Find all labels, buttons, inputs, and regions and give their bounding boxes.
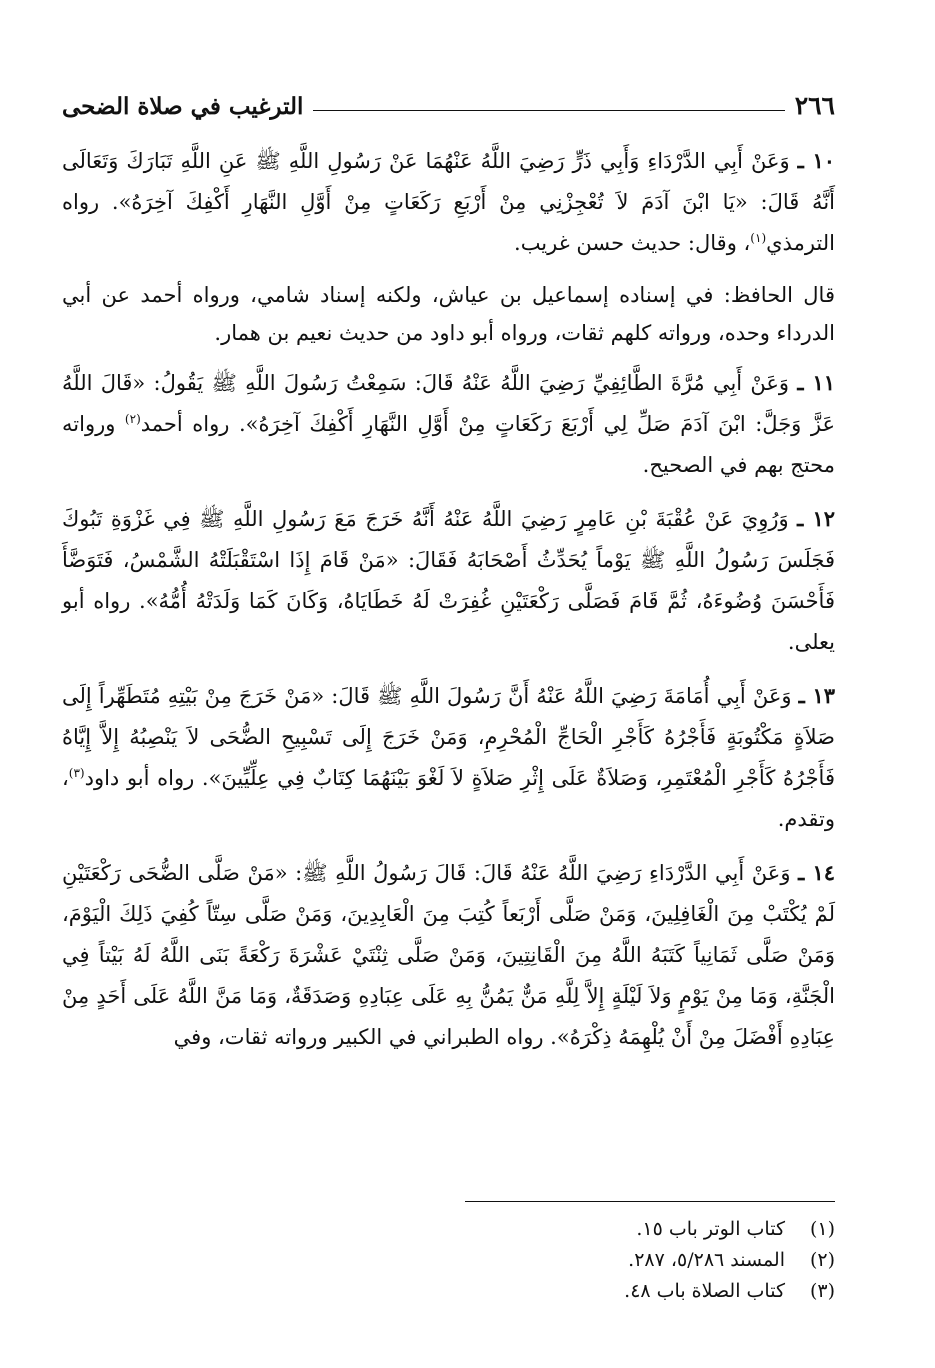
hadith-text: وَعَنْ أَبِي الدَّرْدَاءِ رَضِيَ اللَّهُ عَنْهُ قَالَ: قَالَ رَسُولُ اللَّهِ ﷺ: «مَنْ صَلَّى الضُّحَى رَكْعَتَيْنِ لَمْ يُكْتَبْ مِنَ الْغَافِلِينَ، وَمَنْ صَلَّى أَرْبَعاً كُتِبَ مِنَ الْعَابِدِينَ، وَمَنْ صَلَّى سِتّاً كُفِيَ ذَلِكَ الْيَوْمَ، وَمَنْ صَلَّى ثَمَانِياً كَتَبَهُ اللَّهُ مِنَ الْقَانِتِينَ، وَمَنْ صَلَّى ثِنْتَيْ عَشْرَةَ رَكْعَةً بَنَى اللَّهُ لَهُ بَيْتاً فِي الْجَنَّةِ، وَمَا مِنْ يَوْمٍ وَلاَ لَيْلَةٍ إِلاَّ لِلَّهِ مَنٌّ يَمُنُّ بِهِ عَلَى عِبَادِهِ وَصَدَقَةٌ، وَمَا مَنَّ اللَّهُ عَلَى أَحَدٍ مِنْ عِبَادِهِ أَفْضَلَ مِنْ أَنْ يُلْهِمَهُ ذِكْرَهُ». رواه الطبراني في الكبير ورواته ثقات، وفي [62, 861, 835, 1049]
hadith-text-after: ، وقال: حديث حسن غريب. [514, 231, 751, 255]
hadith-text: وَرُوِيَ عَنْ عُقْبَةَ بْنِ عَامِرٍ رَضِيَ اللَّهُ عَنْهُ أَنَّهُ خَرَجَ مَعَ رَسُولِ اللَّهِ ﷺ فِي غَزْوَةِ تَبُوكَ فَجَلَسَ رَسُولُ اللَّهِ ﷺ يَوْماً يُحَدِّثُ أَصْحَابَهُ فَقَالَ: «مَنْ قَامَ إِذَا اسْتَقْبَلَتْهُ الشَّمْسُ، فَتَوَضَّأَ فَأَحْسَنَ وُضُوءَهُ، ثُمَّ قَامَ فَصَلَّى رَكْعَتَيْنِ غُفِرَتْ لَهُ خَطَايَاهُ، وَكَانَ كَمَا وَلَدَتْهُ أُمُّهُ». رواه أبو يعلى. [62, 507, 835, 654]
hadith-text-after: ، وتقدم. [62, 766, 835, 831]
hadith-number: ١٠ ـ [797, 148, 835, 173]
footnote-ref: (٢) [124, 412, 141, 426]
page-number: ٢٦٦ [794, 91, 835, 120]
header-rule [313, 110, 784, 111]
hadith-number: ١٢ ـ [797, 506, 835, 531]
page-header [62, 84, 835, 124]
footnote-item [62, 1245, 835, 1276]
footnote-text: كتاب الوتر باب ١٥. [636, 1218, 785, 1240]
hadith-text: وَعَنْ أَبِي الدَّرْدَاءِ وَأَبِي ذَرٍّ رَضِيَ اللَّهُ عَنْهُمَا عَنْ رَسُولِ اللَّهِ ﷺ عَنِ اللَّهِ تَبَارَكَ وَتَعَالَى أَنَّهُ قَالَ: «يَا ابْنَ آدَمَ لاَ تُعْجِزْنِي مِنْ أَرْبَعِ رَكَعَاتٍ مِنْ أَوَّلِ النَّهَارِ أَكْفِكَ آخِرَهُ». رواه الترمذي [62, 149, 835, 255]
main-text [62, 140, 835, 1070]
footnote-mark: (٢) [809, 1249, 835, 1271]
footnote-text: المسند ٥/٢٨٦، ٢٨٧. [628, 1249, 785, 1271]
hadith-11 [62, 362, 835, 486]
footnote-text: كتاب الصلاة باب ٤٨. [624, 1280, 785, 1302]
hadith-number: ١١ ـ [797, 370, 835, 395]
footnote-item [62, 1214, 835, 1245]
hadith-13 [62, 675, 835, 840]
footnote-mark: (٣) [809, 1280, 835, 1302]
footnote-item [62, 1276, 835, 1307]
footnote-separator [465, 1201, 835, 1202]
hadith-14 [62, 852, 835, 1058]
hadith-number: ١٣ ـ [798, 683, 835, 708]
hadith-text: وَعَنْ أَبِي مُرَّةَ الطَّائِفِيِّ رَضِيَ اللَّهُ عَنْهُ قَالَ: سَمِعْتُ رَسُولَ اللَّهِ ﷺ يَقُولُ: «قَالَ اللَّهُ عَزَّ وَجَلَّ: ابْنَ آدَمَ صَلِّ لِي أَرْبَعَ رَكَعَاتٍ مِنْ أَوَّلِ النَّهَارِ أَكْفِكَ آخِرَهُ». رواه أحمد [62, 371, 835, 436]
hadith-12 [62, 498, 835, 663]
footnotes [62, 1214, 835, 1307]
footnote-ref: (١) [750, 231, 767, 245]
hafiz-note [62, 276, 835, 352]
footnote-ref: (٣) [68, 766, 85, 780]
hadith-number: ١٤ ـ [798, 860, 835, 885]
footnote-mark: (١) [809, 1218, 835, 1240]
hadith-text-after: ورواته محتج بهم في الصحيح. [62, 412, 835, 477]
note-text: قال الحافظ: في إسناده إسماعيل بن عياش، ولكنه إسناد شامي، ورواه أحمد عن أبي الدرداء وحده، ورواته كلهم ثقات، ورواه أبو داود من حديث نعيم بن همار. [62, 283, 835, 345]
hadith-text: وَعَنْ أَبِي أُمَامَةَ رَضِيَ اللَّهُ عَنْهُ أَنَّ رَسُولَ اللَّهِ ﷺ قَالَ: «مَنْ خَرَجَ مِنْ بَيْتِهِ مُتَطَهِّراً إِلَى صَلاَةٍ مَكْتُوبَةٍ فَأَجْرُهُ كَأَجْرِ الْحَاجِّ الْمُحْرِمِ، وَمَنْ خَرَجَ إِلَى تَسْبِيحِ الضُّحَى لاَ يَنْصِبُهُ إِلاَّ إِيَّاهُ فَأَجْرُهُ كَأَجْرِ الْمُعْتَمِرِ، وَصَلاَةٌ عَلَى إِثْرِ صَلاَةٍ لاَ لَغْوَ بَيْنَهُمَا كِتَابٌ فِي عِلِّيِّينَ». رواه أبو داود [62, 684, 835, 790]
hadith-10 [62, 140, 835, 264]
chapter-title: الترغيب في صلاة الضحى [62, 93, 304, 120]
